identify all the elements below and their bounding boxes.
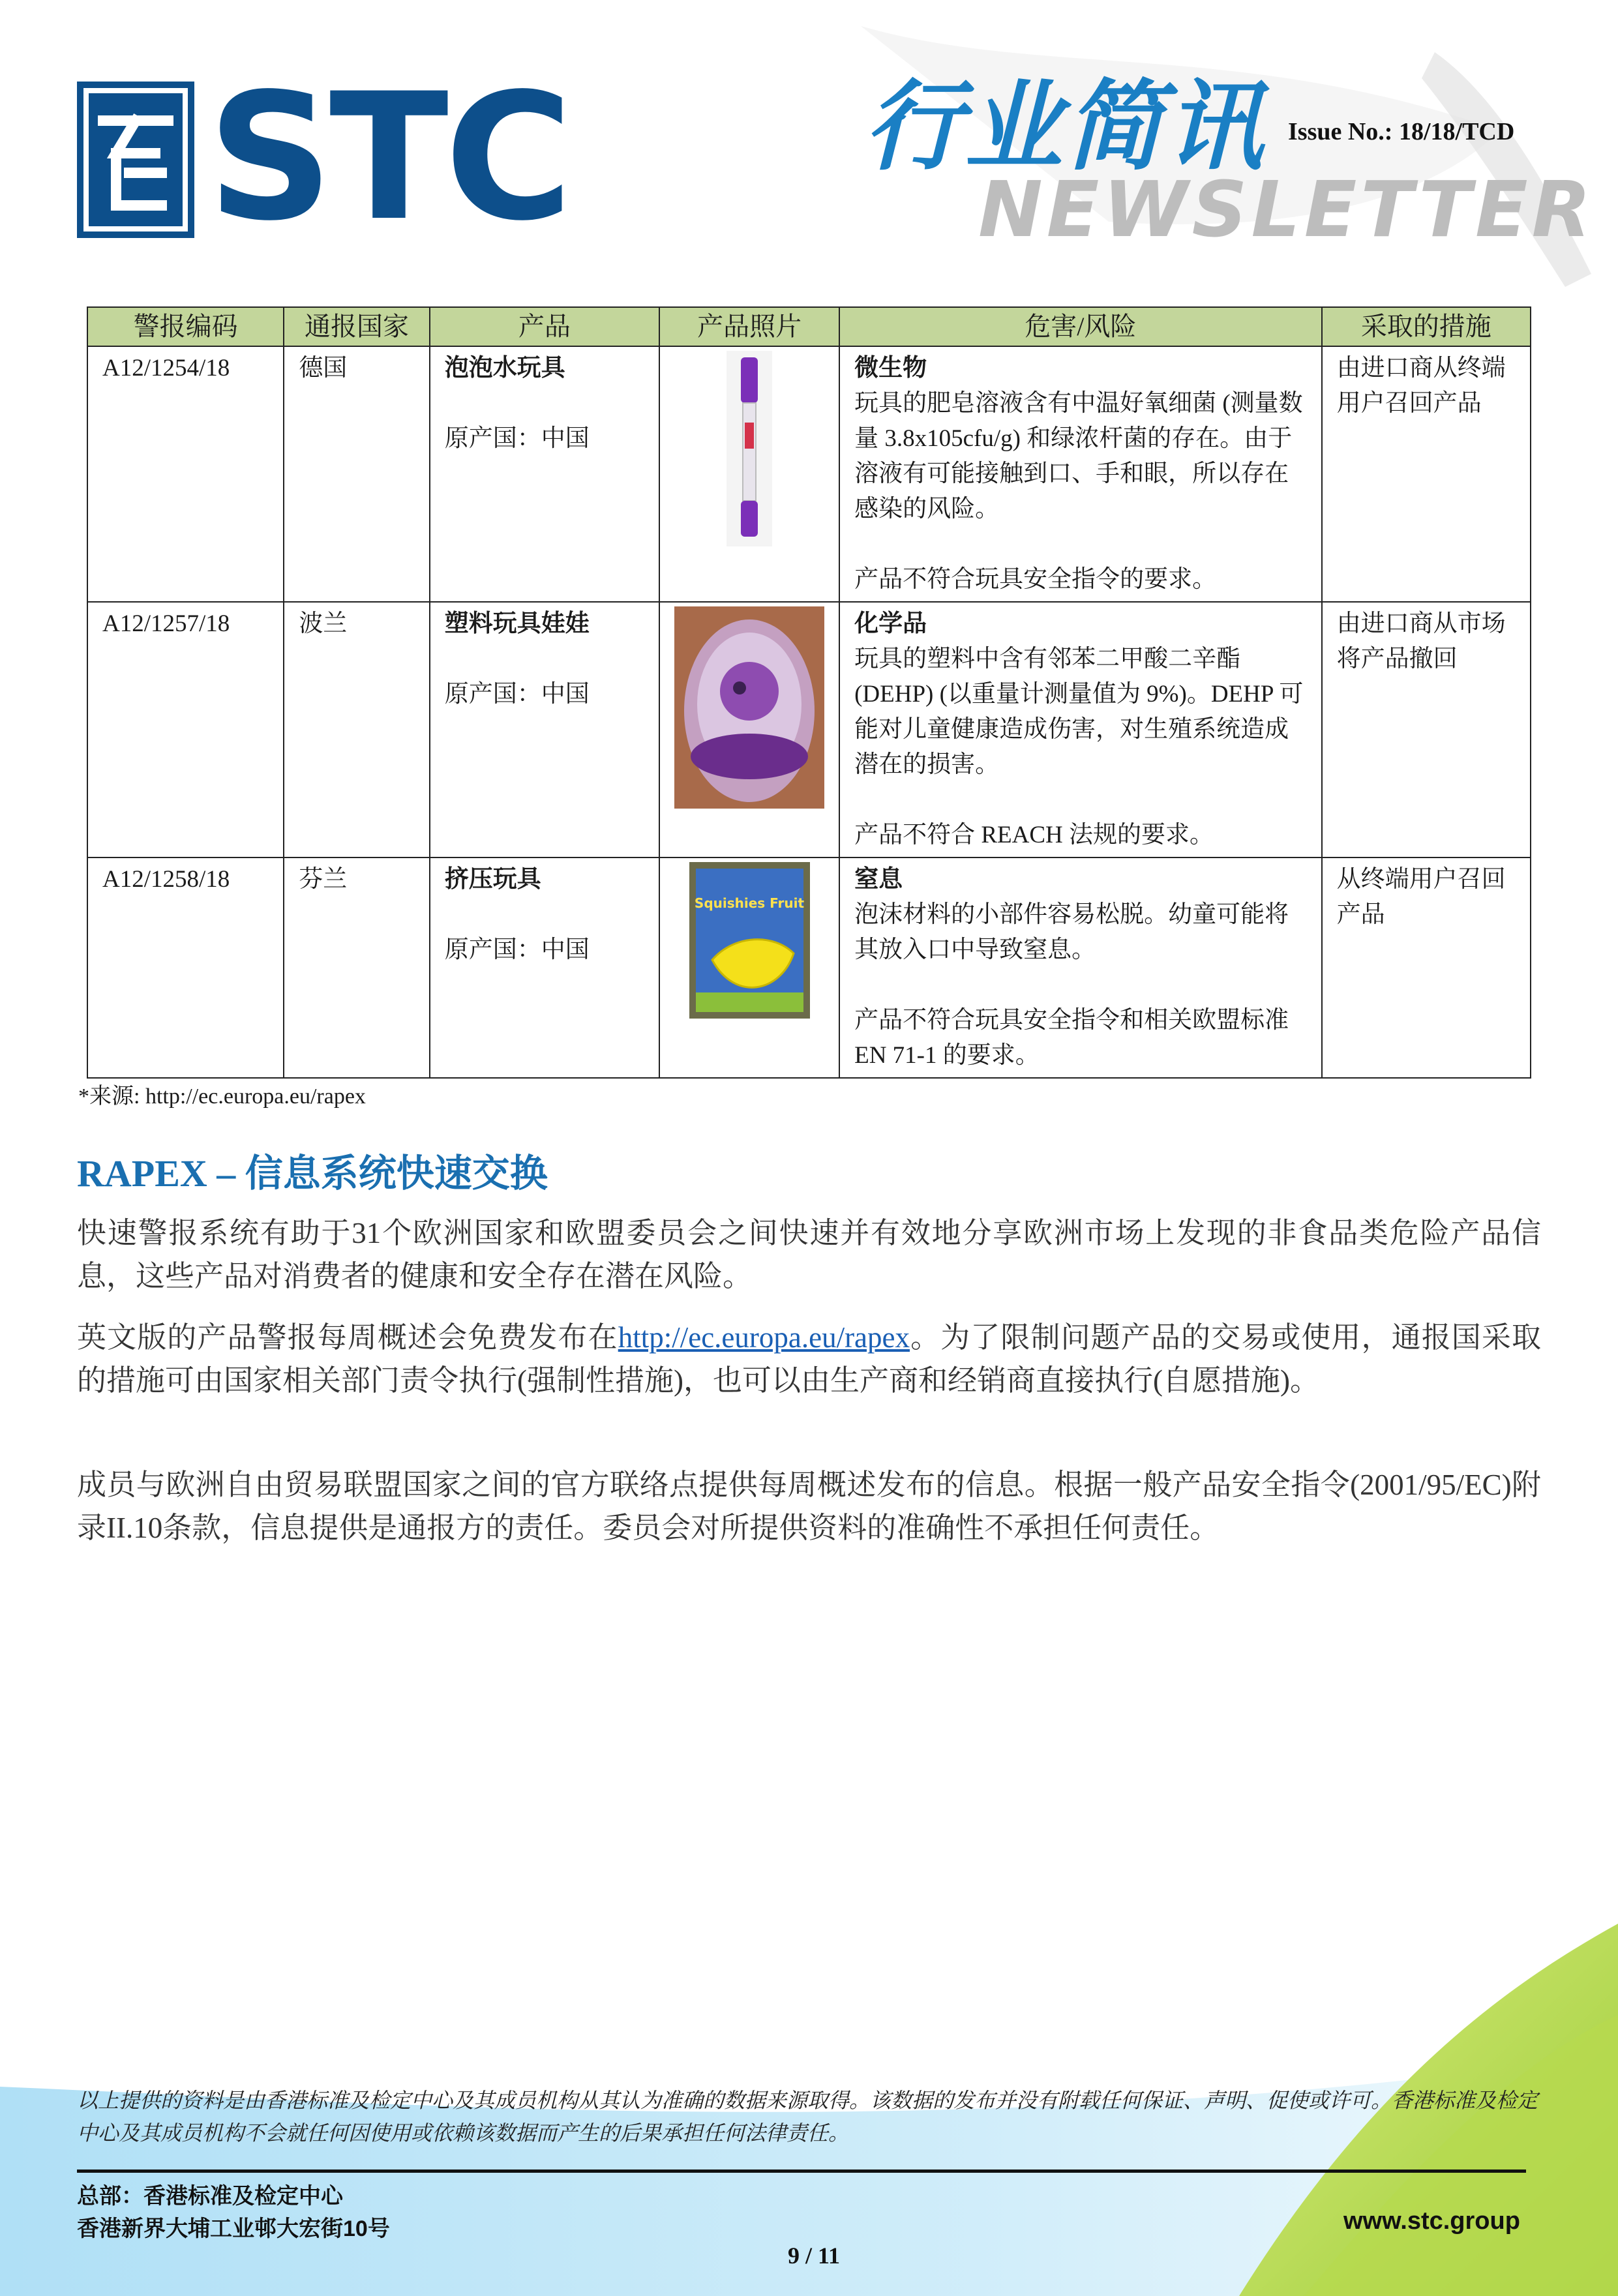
source-note: *来源: http://ec.europa.eu/rapex	[78, 1084, 366, 1109]
product-name: 挤压玩具	[444, 866, 541, 893]
notifying-country: 德国	[284, 346, 429, 602]
alerts-table	[87, 306, 1531, 1079]
paragraph-2	[77, 1316, 1541, 1402]
hazard-description: 玩具的塑料中含有邻苯二甲酸二辛酯 (DEHP) (以重量计测量值为 9%)。DEHP 可能对儿童健康造成伤害，对生殖系统造成潜在的损害。	[854, 646, 1304, 778]
newsletter-title-cn: 行业简讯	[864, 70, 1266, 184]
paragraph-2-text-end: 。为了限制问题产品的交易或使用，通报国采取的措施可由国家相关部门责令执行(强制性措施)，也可以由生产商和经销商直接执行(自愿措施)。	[77, 1321, 1541, 1397]
product-name: 泡泡水玩具	[444, 355, 565, 381]
alert-code: A12/1257/18	[87, 602, 284, 857]
package-label: Squishies Fruit	[694, 895, 804, 911]
table-header-row	[87, 307, 1531, 346]
product-photo	[659, 857, 839, 1078]
hazard-description: 玩具的肥皂溶液含有中温好氧细菌 (测量数量 3.8x105cfu/g) 和绿浓杆菌的存在。由于溶液有可能接触到口、手和眼，所以存在感染的风险。	[854, 390, 1303, 522]
hazard-type: 微生物	[854, 355, 927, 381]
header-code: 警报编码	[87, 307, 284, 346]
header-measures: 采取的措施	[1322, 307, 1531, 346]
product-origin: 原产国：中国	[444, 681, 590, 708]
product-cell	[430, 346, 659, 602]
product-photo	[659, 346, 839, 602]
paragraph-2-text-start: 英文版的产品警报每周概述会免费发布在	[77, 1321, 618, 1354]
rapex-link[interactable]: http://ec.europa.eu/rapex	[618, 1321, 910, 1354]
product-origin: 原产国：中国	[444, 425, 590, 452]
header-country: 通报国家	[284, 307, 429, 346]
product-name: 塑料玩具娃娃	[444, 610, 590, 637]
notifying-country: 芬兰	[284, 857, 429, 1078]
bubble-wand-photo-icon	[727, 351, 772, 546]
pony-doll-photo-icon	[674, 606, 824, 809]
headquarters-label: 总部：香港标准及检定中心	[77, 2184, 343, 2209]
header-photo: 产品照片	[659, 307, 839, 346]
notifying-country: 波兰	[284, 602, 429, 857]
product-photo	[659, 602, 839, 857]
product-cell	[430, 602, 659, 857]
hazard-cell	[839, 602, 1322, 857]
hazard-cell	[839, 857, 1322, 1078]
hazard-cell	[839, 346, 1322, 602]
headquarters-address: 香港新界大埔工业邨大宏街10号	[77, 2216, 390, 2241]
hazard-description: 泡沫材料的小部件容易松脱。幼童可能将其放入口中导致窒息。	[854, 901, 1289, 963]
table-row	[87, 602, 1531, 857]
issue-number: Issue No.: 18/18/TCD	[1288, 118, 1515, 145]
stc-emblem-icon	[77, 82, 194, 238]
section-heading: RAPEX – 信息系统快速交换	[77, 1152, 548, 1195]
table-row	[87, 857, 1531, 1078]
product-origin: 原产国：中国	[444, 936, 590, 963]
page-number: 9 / 11	[788, 2243, 841, 2269]
stc-logo-mark	[77, 82, 194, 238]
website-link[interactable]: www.stc.group	[1343, 2207, 1520, 2235]
stc-logo-text: STC	[207, 56, 569, 260]
hazard-compliance-note: 产品不符合 REACH 法规的要求。	[854, 822, 1214, 848]
table-row	[87, 346, 1531, 602]
footer-address	[77, 2180, 390, 2245]
alert-code: A12/1254/18	[87, 346, 284, 602]
newsletter-title-en: NEWSLETTER	[978, 164, 1595, 254]
squeeze-banana-photo-icon	[689, 862, 810, 1019]
measures-taken: 由进口商从终端用户召回产品	[1322, 346, 1531, 602]
measures-taken: 由进口商从市场将产品撤回	[1322, 602, 1531, 857]
alert-code: A12/1258/18	[87, 857, 284, 1078]
header-hazard: 危害/风险	[839, 307, 1322, 346]
header-product: 产品	[430, 307, 659, 346]
disclaimer: 以上提供的资料是由香港标准及检定中心及其成员机构从其认为准确的数据来源取得。该数据的发布并没有附载任何保证、声明、促使或许可。香港标准及检定中心及其成员机构不会就任何因使用或依赖该数据而产生的后果承担任何法律责任。	[77, 2089, 1538, 2145]
footer-divider	[77, 2169, 1526, 2173]
hazard-type: 窒息	[854, 866, 903, 893]
hazard-compliance-note: 产品不符合玩具安全指令的要求。	[854, 566, 1217, 593]
hazard-compliance-note: 产品不符合玩具安全指令和相关欧盟标准 EN 71-1 的要求。	[854, 1007, 1289, 1069]
measures-taken: 从终端用户召回产品	[1322, 857, 1531, 1078]
paragraph-3: 成员与欧洲自由贸易联盟国家之间的官方联络点提供每周概述发布的信息。根据一般产品安全指令(2001/95/EC)附录II.10条款，信息提供是通报方的责任。委员会对所提供资料的准确性不承担任何责任。	[77, 1469, 1541, 1544]
hazard-type: 化学品	[854, 610, 927, 637]
paragraph-1: 快速警报系统有助于31个欧洲国家和欧盟委员会之间快速并有效地分享欧洲市场上发现的非食品类危险产品信息，这些产品对消费者的健康和安全存在潜在风险。	[77, 1217, 1541, 1292]
product-cell	[430, 857, 659, 1078]
